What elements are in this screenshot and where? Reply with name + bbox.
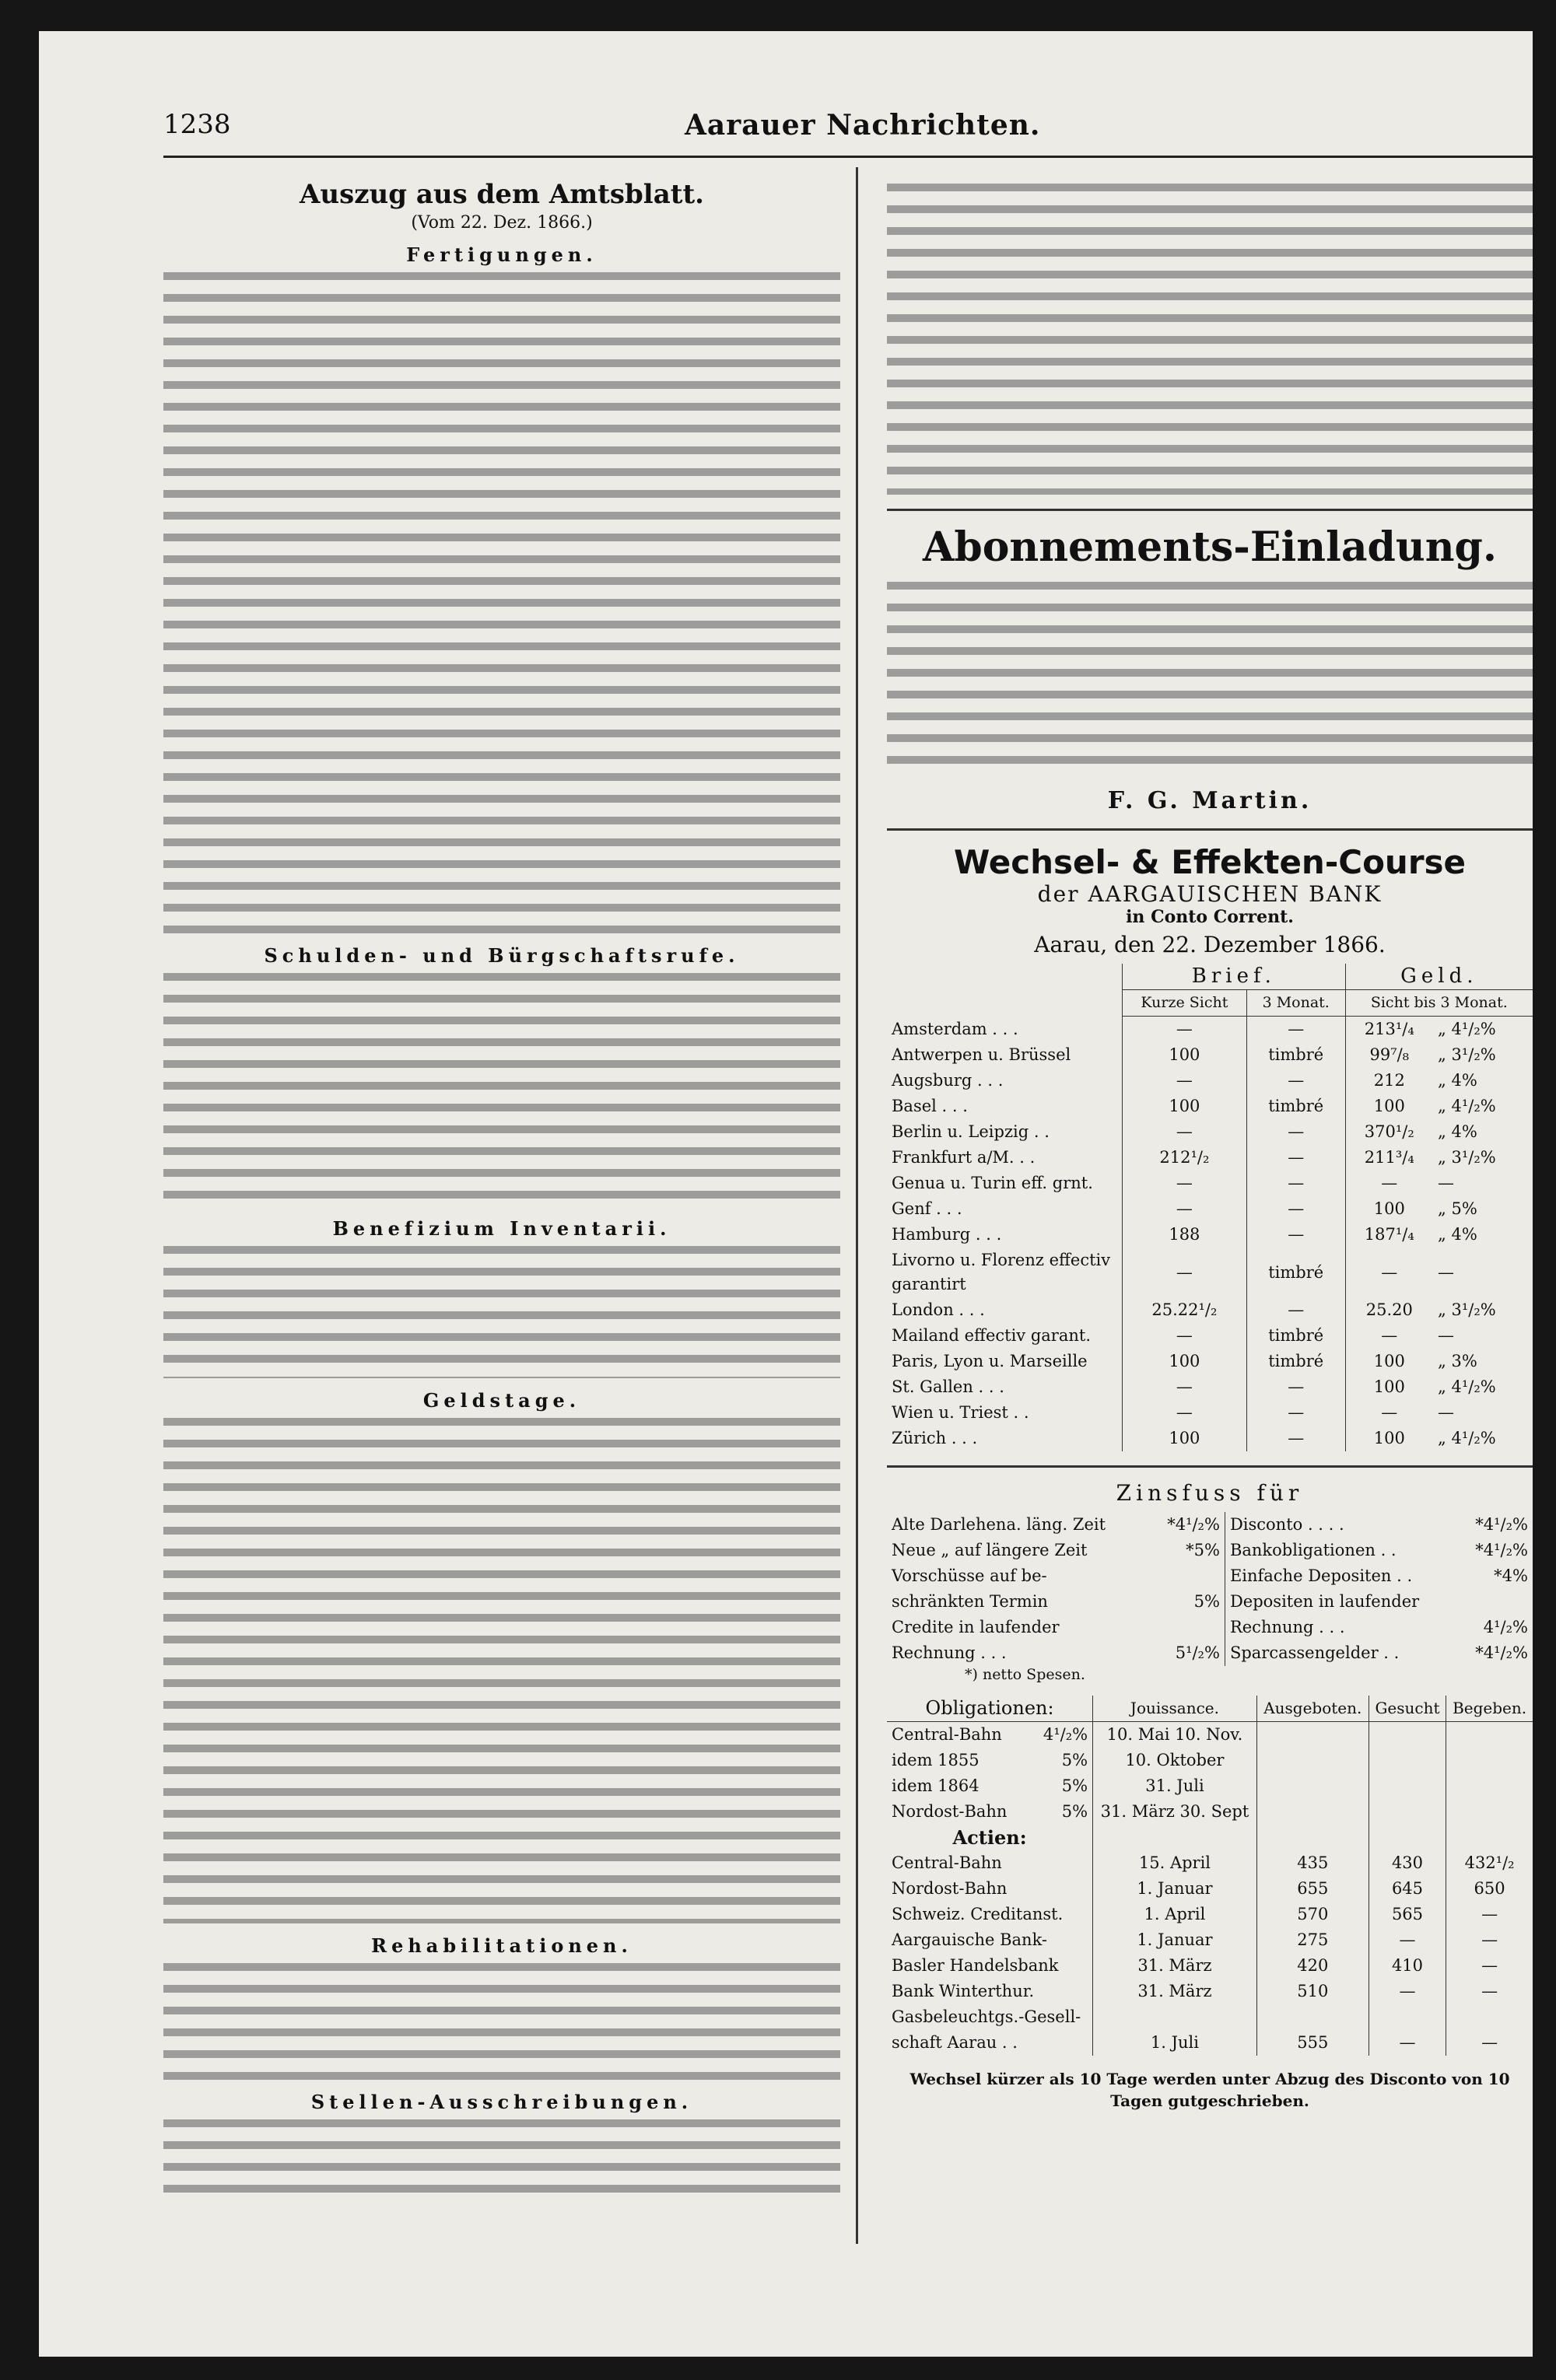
interest-label: Depositen in laufender (1229, 1592, 1420, 1611)
drei-monat-rate: timbré (1246, 1094, 1345, 1119)
kurze-sicht-rate: 188 (1123, 1222, 1247, 1248)
kurze-sicht-rate: 212¹/₂ (1123, 1145, 1247, 1171)
geld-rate: 211³/₄ (1345, 1145, 1433, 1171)
exchange-rate-row (887, 1426, 1533, 1451)
jouissance-value: 1. April (1093, 1902, 1257, 1927)
interest-label: schränkten Termin (892, 1592, 1048, 1611)
drei-monat-rate: — (1246, 1196, 1345, 1222)
geld-rate: 100 (1345, 1374, 1433, 1400)
gesucht-value: 645 (1369, 1876, 1446, 1902)
begeben-value: 650 (1446, 1876, 1533, 1902)
geld-rate: — (1345, 1400, 1433, 1426)
sicht-header: Sicht bis 3 Monat. (1345, 990, 1533, 1017)
interest-rate-row (887, 1589, 1533, 1615)
header-rule (163, 156, 1533, 158)
kurze-sicht-rate: 25.22¹/₂ (1123, 1297, 1247, 1323)
drei-monat-rate: — (1246, 1068, 1345, 1094)
gesucht-value: — (1369, 2030, 1446, 2056)
interest-label: Vorschüsse auf be- (892, 1566, 1047, 1585)
drei-monat-rate: — (1246, 1426, 1345, 1451)
kurze-sicht-header: Kurze Sicht (1123, 990, 1247, 1017)
jouissance-value: 15. April (1093, 1850, 1257, 1876)
gesucht-value (1369, 2004, 1446, 2030)
drei-monat-rate: — (1246, 1017, 1345, 1043)
drei-monat-rate: — (1246, 1119, 1345, 1145)
section-heading-benefizium: Benefizium Inventarii. (332, 1217, 671, 1240)
kurze-sicht-rate: — (1123, 1017, 1247, 1043)
text-block (163, 1246, 840, 1378)
obligation-rate: 5% (1061, 1751, 1088, 1769)
interest-percent: 5% (1161, 1589, 1225, 1615)
right-column (887, 179, 1533, 2112)
exchange-place: Genf . . . (892, 1199, 962, 1218)
geld-percent: „ 3¹/₂% (1437, 1148, 1496, 1167)
geld-percent: „ 4¹/₂% (1437, 1429, 1496, 1447)
begeben-value (1446, 2004, 1533, 2030)
interest-percent (1161, 1563, 1225, 1589)
interest-percent: 4¹/₂% (1483, 1618, 1528, 1636)
geld-rate: — (1345, 1248, 1433, 1297)
geld-rate: 100 (1345, 1426, 1433, 1451)
obligation-row (887, 1722, 1533, 1748)
interest-label: Alte Darlehena. läng. Zeit (892, 1515, 1106, 1534)
exchange-rate-row (887, 1119, 1533, 1145)
obligation-name: Nordost-Bahn (892, 1802, 1008, 1821)
interest-percent: *4¹/₂% (1161, 1512, 1225, 1538)
obligation-rate: 5% (1061, 1802, 1088, 1821)
actien-row (887, 1953, 1533, 1979)
course-date: Aarau, den 22. Dezember 1866. (1034, 932, 1386, 957)
actien-row (887, 1979, 1533, 2004)
geld-percent: „ 5% (1437, 1199, 1477, 1218)
exchange-place: Mailand effectiv garant. (892, 1326, 1092, 1345)
interest-percent: *5% (1161, 1538, 1225, 1563)
exchange-rate-row (887, 1094, 1533, 1119)
exchange-rate-row (887, 1196, 1533, 1222)
obligation-name-cell (887, 1773, 1093, 1799)
ausgeboten-value: 435 (1256, 1850, 1369, 1876)
interest-rate-row (887, 1563, 1533, 1589)
exchange-place: Genua u. Turin eff. grnt. (892, 1174, 1093, 1192)
jouissance-value: 31. März (1093, 1953, 1257, 1979)
geld-rate: 370¹/₂ (1345, 1119, 1433, 1145)
interest-rate-row (887, 1615, 1533, 1640)
actien-row (887, 2004, 1533, 2030)
gesucht-value: — (1369, 1979, 1446, 2004)
drei-monat-rate: timbré (1246, 1042, 1345, 1068)
geld-percent: „ 4% (1437, 1225, 1477, 1244)
obligation-row (887, 1748, 1533, 1773)
drei-monat-rate: — (1246, 1297, 1345, 1323)
securities-table (887, 1696, 1533, 2056)
obligation-name-cell (887, 1799, 1093, 1825)
jouissance-value: 10. Mai 10. Nov. (1093, 1722, 1257, 1748)
section-heading-rehabilitationen: Rehabilitationen. (371, 1934, 633, 1957)
gesucht-value: — (1369, 1927, 1446, 1953)
drei-monat-header: 3 Monat. (1246, 990, 1345, 1017)
exchange-place: Zürich . . . (892, 1429, 978, 1447)
exchange-rate-row (887, 1297, 1533, 1323)
interest-percent: *4¹/₂% (1475, 1643, 1528, 1662)
section-heading-geldstage: Geldstage. (422, 1389, 581, 1412)
jouissance-value: 31. März 30. Sept (1093, 1799, 1257, 1825)
interest-percent: *4¹/₂% (1475, 1515, 1528, 1534)
jouissance-value (1093, 2004, 1257, 2030)
drei-monat-rate: — (1246, 1145, 1345, 1171)
exchange-rate-row (887, 1349, 1533, 1374)
begeben-value: — (1446, 1953, 1533, 1979)
actien-row (887, 2030, 1533, 2056)
exchange-place: St. Gallen . . . (892, 1377, 1004, 1396)
ausgeboten-value: 570 (1256, 1902, 1369, 1927)
geld-percent: „ 3¹/₂% (1437, 1045, 1496, 1064)
geld-percent: — (1437, 1262, 1454, 1282)
interest-rate-table (887, 1512, 1533, 1666)
actien-name: Bank Winterthur. (892, 1982, 1035, 2000)
kurze-sicht-rate: — (1123, 1196, 1247, 1222)
expedition-signature: F. G. Martin. (1107, 787, 1312, 814)
newspaper-page (39, 31, 1533, 2357)
interest-rate-row (887, 1512, 1533, 1538)
ausgeboten-value (1256, 1722, 1369, 1748)
ausgeboten-value (1256, 1799, 1369, 1825)
actien-name: Schweiz. Creditanst. (892, 1905, 1064, 1923)
obligation-name: idem 1855 (892, 1751, 980, 1769)
ausgeboten-value (1256, 1773, 1369, 1799)
gesucht-value (1369, 1722, 1446, 1748)
newspaper-title: Aarauer Nachrichten. (685, 109, 1041, 142)
interest-percent (1161, 1615, 1225, 1640)
exchange-rate-row (887, 1248, 1533, 1297)
interest-percent (1469, 1589, 1533, 1615)
exchange-place: Antwerpen u. Brüssel (892, 1045, 1071, 1064)
interest-percent: *4¹/₂% (1475, 1541, 1528, 1559)
gesucht-value (1369, 1748, 1446, 1773)
exchange-rate-row (887, 1145, 1533, 1171)
exchange-place: London . . . (892, 1300, 985, 1319)
exchange-place: Augsburg . . . (892, 1071, 1004, 1090)
empty-cell (1446, 1825, 1533, 1850)
ausgeboten-value (1256, 2004, 1369, 2030)
geld-percent: „ 4% (1437, 1071, 1477, 1090)
exchange-rate-row (887, 1017, 1533, 1043)
drei-monat-rate: timbré (1246, 1323, 1345, 1349)
interest-percent: *4% (1494, 1566, 1528, 1585)
geld-rate: 213¹/₄ (1345, 1017, 1433, 1043)
begeben-value (1446, 1748, 1533, 1773)
drei-monat-rate: timbré (1246, 1349, 1345, 1374)
geld-header: Geld. (1345, 964, 1533, 990)
drei-monat-rate: — (1246, 1171, 1345, 1196)
obligation-row (887, 1799, 1533, 1825)
kurze-sicht-rate: 100 (1123, 1426, 1247, 1451)
gesucht-value (1369, 1773, 1446, 1799)
exchange-rate-row (887, 1222, 1533, 1248)
exchange-place: Berlin u. Leipzig . . (892, 1122, 1050, 1141)
exchange-place: Basel . . . (892, 1097, 968, 1115)
kurze-sicht-rate: 100 (1123, 1349, 1247, 1374)
gesucht-value: 565 (1369, 1902, 1446, 1927)
drei-monat-rate: — (1246, 1222, 1345, 1248)
begeben-value: — (1446, 1979, 1533, 2004)
geld-percent: „ 3% (1437, 1352, 1477, 1370)
text-block (887, 582, 1533, 776)
column-divider (856, 167, 858, 2244)
jouissance-value: 1. Juli (1093, 2030, 1257, 2056)
empty-cell (1093, 1825, 1257, 1850)
text-block (163, 1963, 840, 2080)
kurze-sicht-rate: — (1123, 1248, 1247, 1297)
exchange-rate-row (887, 1374, 1533, 1400)
geld-rate: 100 (1345, 1349, 1433, 1374)
separator (887, 509, 1533, 511)
jouissance-value: 31. März (1093, 1979, 1257, 2004)
actien-heading: Actien: (952, 1826, 1027, 1849)
exchange-place: Wien u. Triest . . (892, 1403, 1029, 1422)
kurze-sicht-rate: — (1123, 1119, 1247, 1145)
geld-percent: „ 4¹/₂% (1437, 1020, 1496, 1038)
ausgeboten-value: 510 (1256, 1979, 1369, 2004)
kurze-sicht-rate: — (1123, 1068, 1247, 1094)
section-heading-stellen: Stellen-Ausschreibungen. (310, 2091, 693, 2113)
begeben-header: Begeben. (1446, 1696, 1533, 1722)
geld-rate: — (1345, 1171, 1433, 1196)
kurze-sicht-rate: — (1123, 1171, 1247, 1196)
gesucht-value (1369, 1799, 1446, 1825)
gesucht-value: 430 (1369, 1850, 1446, 1876)
text-block (163, 2119, 840, 2205)
begeben-value (1446, 1773, 1533, 1799)
begeben-value (1446, 1722, 1533, 1748)
text-block (163, 272, 840, 933)
page-header (39, 31, 1533, 142)
obligation-rate: 4¹/₂% (1043, 1725, 1088, 1744)
kurze-sicht-rate: 100 (1123, 1094, 1247, 1119)
amtsblatt-title: Auszug aus dem Amtsblatt. (300, 179, 704, 210)
ausgeboten-value: 275 (1256, 1927, 1369, 1953)
actien-name: schaft Aarau . . (892, 2033, 1018, 2052)
brief-header: Brief. (1123, 964, 1346, 990)
geld-rate: 187¹/₄ (1345, 1222, 1433, 1248)
exchange-rate-row (887, 1068, 1533, 1094)
separator (887, 828, 1533, 831)
actien-row (887, 1876, 1533, 1902)
begeben-value: — (1446, 1902, 1533, 1927)
obligation-name-cell (887, 1722, 1093, 1748)
course-bank: der AARGAUISCHEN BANK (1037, 881, 1383, 907)
exchange-rate-row (887, 1323, 1533, 1349)
exchange-place: Amsterdam . . . (892, 1019, 1018, 1038)
geld-percent: — (1437, 1403, 1454, 1422)
actien-row (887, 1850, 1533, 1876)
drei-monat-rate: timbré (1246, 1248, 1345, 1297)
amtsblatt-date: (Vom 22. Dez. 1866.) (411, 213, 593, 233)
kurze-sicht-rate: — (1123, 1400, 1247, 1426)
exchange-rate-table (887, 964, 1533, 1451)
geld-percent: — (1437, 1326, 1454, 1345)
jouissance-value: 1. Januar (1093, 1927, 1257, 1953)
drei-monat-rate: — (1246, 1400, 1345, 1426)
exchange-place: Hamburg . . . (892, 1225, 1002, 1244)
exchange-rate-row (887, 1400, 1533, 1426)
wechsel-note: Wechsel kürzer als 10 Tage werden unter Abzug des Disconto von 10 Tagen gutgeschrieben. (909, 2070, 1510, 2110)
ausgeboten-value: 555 (1256, 2030, 1369, 2056)
kurze-sicht-rate: — (1123, 1323, 1247, 1349)
exchange-place: Paris, Lyon u. Marseille (892, 1352, 1088, 1370)
obligation-row (887, 1773, 1533, 1799)
actien-name: Central-Bahn (892, 1853, 1002, 1872)
geld-rate: — (1345, 1323, 1433, 1349)
geld-rate: 212 (1345, 1068, 1433, 1094)
text-block (163, 1418, 840, 1923)
interest-label: Credite in laufender (892, 1618, 1060, 1636)
interest-label: Rechnung . . . (892, 1643, 1007, 1662)
section-heading-schulden: Schulden- und Bürgschaftsrufe. (264, 944, 740, 967)
abonnement-title: Abonnements-Einladung. (923, 523, 1497, 571)
begeben-value (1446, 1799, 1533, 1825)
obligation-name-cell (887, 1748, 1093, 1773)
kurze-sicht-rate: — (1123, 1374, 1247, 1400)
obligation-name: idem 1864 (892, 1776, 980, 1795)
exchange-rate-row (887, 1042, 1533, 1068)
geld-rate: 25.20 (1345, 1297, 1433, 1323)
spesen-note: *) netto Spesen. (965, 1666, 1085, 1683)
ausgeboten-header: Ausgeboten. (1256, 1696, 1369, 1722)
begeben-value: 432¹/₂ (1446, 1850, 1533, 1876)
geld-percent: — (1437, 1174, 1454, 1192)
begeben-value: — (1446, 1927, 1533, 1953)
jouissance-value: 1. Januar (1093, 1876, 1257, 1902)
interest-label: Sparcassengelder . . (1229, 1643, 1400, 1662)
obligation-name: Central-Bahn (892, 1725, 1002, 1744)
actien-name: Gasbeleuchtgs.-Gesell- (892, 2007, 1081, 2026)
geld-rate: 100 (1345, 1196, 1433, 1222)
text-block (163, 973, 840, 1206)
jouissance-header: Jouissance. (1093, 1696, 1257, 1722)
interest-rate-row (887, 1640, 1533, 1666)
text-block (887, 184, 1533, 495)
obligation-rate: 5% (1061, 1776, 1088, 1795)
gesucht-value: 410 (1369, 1953, 1446, 1979)
course-conto: in Conto Corrent. (1126, 907, 1294, 927)
interest-label: Bankobligationen . . (1229, 1541, 1397, 1559)
left-column (163, 179, 840, 2216)
interest-label: Rechnung . . . (1229, 1618, 1345, 1636)
geld-percent: „ 3¹/₂% (1437, 1300, 1496, 1319)
actien-row (887, 1927, 1533, 1953)
ausgeboten-value: 420 (1256, 1953, 1369, 1979)
geld-percent: „ 4¹/₂% (1437, 1377, 1496, 1396)
obligationen-header: Obligationen: (887, 1696, 1093, 1722)
actien-name: Nordost-Bahn (892, 1879, 1008, 1898)
begeben-value: — (1446, 2030, 1533, 2056)
interest-label: Neue „ auf längere Zeit (892, 1541, 1088, 1559)
zinsfuss-title: Zinsfuss für (1116, 1480, 1304, 1506)
geld-rate: 99⁷/₈ (1345, 1042, 1433, 1068)
actien-heading-row (887, 1825, 1533, 1850)
interest-label: Disconto . . . . (1229, 1515, 1344, 1534)
course-title: Wechsel- & Effekten-Course (953, 843, 1467, 881)
separator (887, 1465, 1533, 1468)
kurze-sicht-rate: 100 (1123, 1042, 1247, 1068)
actien-name: Aargauische Bank- (892, 1930, 1048, 1949)
jouissance-value: 31. Juli (1093, 1773, 1257, 1799)
actien-row (887, 1902, 1533, 1927)
ausgeboten-value: 655 (1256, 1876, 1369, 1902)
section-heading-fertigungen: Fertigungen. (406, 243, 598, 266)
gesucht-header: Gesucht (1369, 1696, 1446, 1722)
geld-rate: 100 (1345, 1094, 1433, 1119)
ausgeboten-value (1256, 1748, 1369, 1773)
geld-percent: „ 4% (1437, 1122, 1477, 1141)
page-number: 1238 (163, 109, 231, 140)
jouissance-value: 10. Oktober (1093, 1748, 1257, 1773)
geld-percent: „ 4¹/₂% (1437, 1097, 1496, 1115)
actien-name: Basler Handelsbank (892, 1956, 1059, 1975)
drei-monat-rate: — (1246, 1374, 1345, 1400)
exchange-place: Livorno u. Florenz effectiv garantirt (892, 1251, 1111, 1293)
interest-label: Einfache Depositen . . (1229, 1566, 1413, 1585)
empty-cell (1369, 1825, 1446, 1850)
exchange-place: Frankfurt a/M. . . (892, 1148, 1036, 1167)
interest-rate-row (887, 1538, 1533, 1563)
exchange-rate-row (887, 1171, 1533, 1196)
empty-cell (1256, 1825, 1369, 1850)
interest-percent: 5¹/₂% (1161, 1640, 1225, 1666)
